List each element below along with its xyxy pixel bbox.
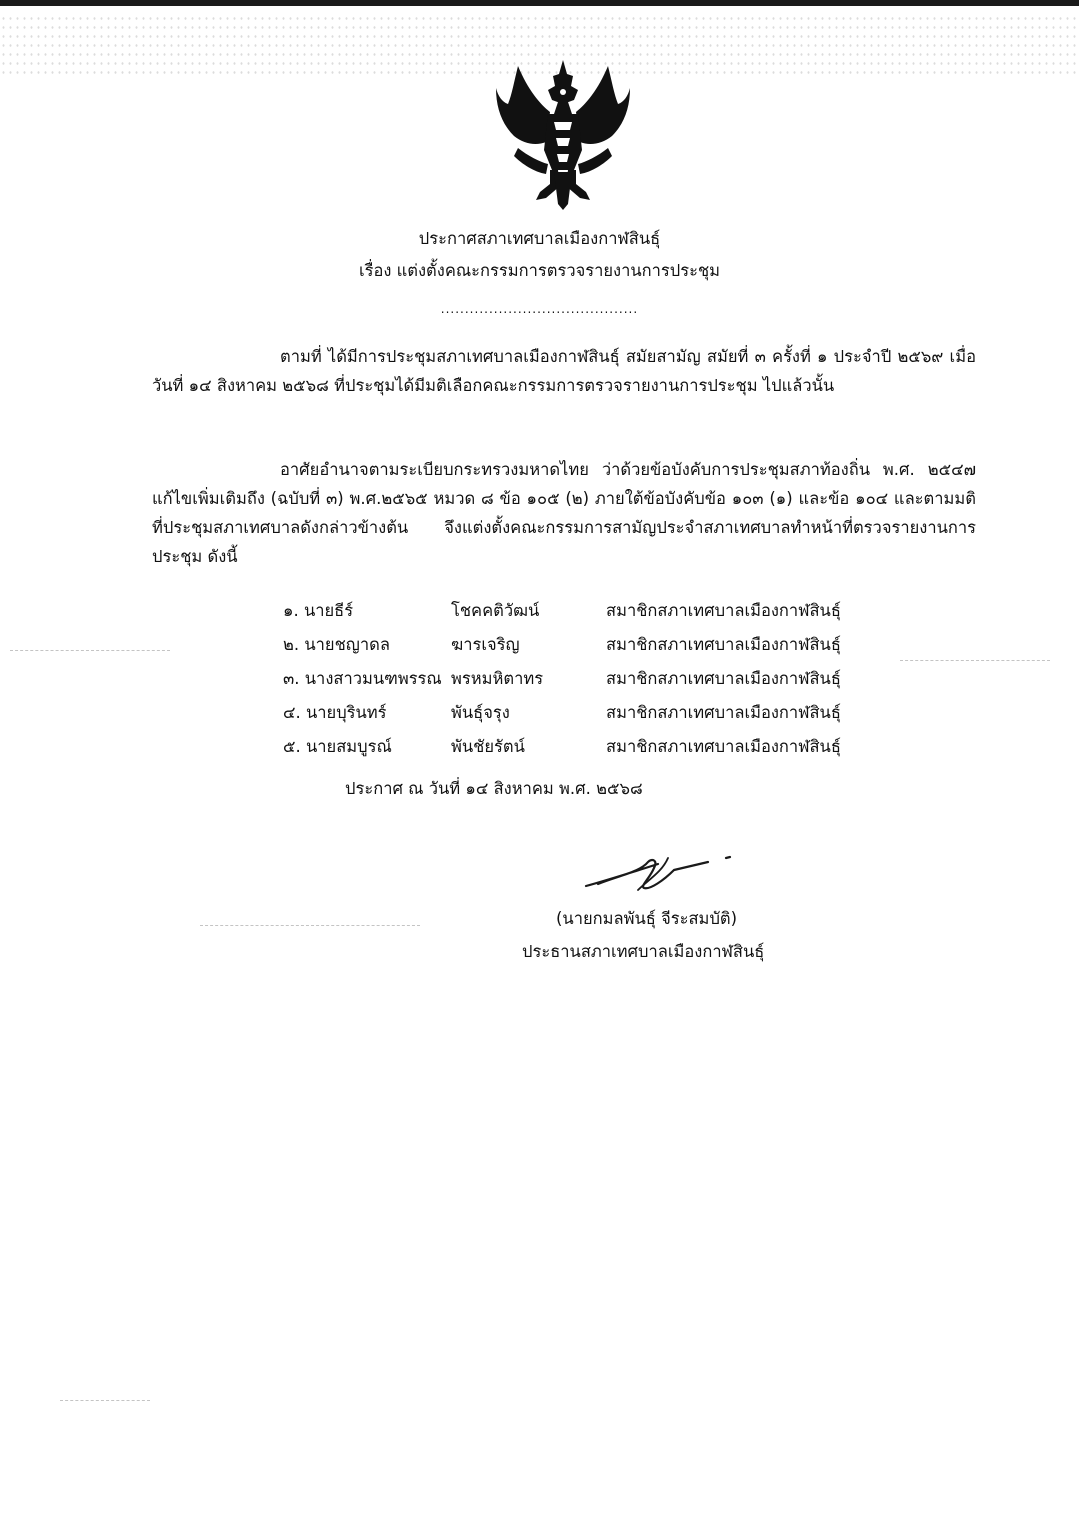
signatory-position: ประธานสภาเทศบาลเมืองกาฬสินธุ์ xyxy=(522,942,765,961)
member-role: สมาชิกสภาเทศบาลเมืองกาฬสินธุ์ xyxy=(606,737,841,756)
signatory-name: (นายกมลพันธุ์ จีระสมบัติ) xyxy=(556,909,738,928)
body-paragraph-1: ตามที่ ได้มีการประชุมสภาเทศบาลเมืองกาฬสินธุ์ สมัยสามัญ สมัยที่ ๓ ครั้งที่ ๑ ประจำปี ๒๕๖๙ เมื่อวันที่ ๑๔ สิงหาคม ๒๕๖๘ ที่ประชุมได้มีมติเลือกคณะกรรมการตรวจรายงานการประชุม ไปแล้วนั้น xyxy=(152,347,976,395)
member-name: ๒. นายชญาดล xyxy=(283,635,390,654)
member-surname: พันธุ์จรุง xyxy=(451,703,510,722)
member-role: สมาชิกสภาเทศบาลเมืองกาฬสินธุ์ xyxy=(606,703,841,722)
member-name: ๑. นายธีร์ xyxy=(283,601,354,620)
member-surname: พรหมหิตาทร xyxy=(451,669,544,688)
member-name: ๔. นายบุรินทร์ xyxy=(283,703,387,722)
member-name: ๓. นางสาวมนฑพรรณ xyxy=(283,669,442,688)
signature-icon xyxy=(578,850,748,895)
scan-noise-line xyxy=(200,925,420,927)
scan-noise-line xyxy=(10,650,170,652)
separator-dots: ......................................... xyxy=(440,302,639,316)
member-name: ๕. นายสมบูรณ์ xyxy=(283,737,392,756)
announcement-subject: เรื่อง แต่งตั้งคณะกรรมการตรวจรายงานการประชุม xyxy=(358,261,721,280)
scan-top-edge xyxy=(0,0,1079,6)
announcement-date: ประกาศ ณ วันที่ ๑๔ สิงหาคม พ.ศ. ๒๕๖๘ xyxy=(345,779,643,798)
scan-noise-line xyxy=(60,1400,150,1402)
member-role: สมาชิกสภาเทศบาลเมืองกาฬสินธุ์ xyxy=(606,635,841,654)
scan-noise-line xyxy=(900,660,1050,662)
member-surname: โชคคติวัฒน์ xyxy=(451,601,540,620)
member-role: สมาชิกสภาเทศบาลเมืองกาฬสินธุ์ xyxy=(606,669,841,688)
announcement-title: ประกาศสภาเทศบาลเมืองกาฬสินธุ์ xyxy=(418,229,661,248)
member-role: สมาชิกสภาเทศบาลเมืองกาฬสินธุ์ xyxy=(606,601,841,620)
member-surname: พันชัยรัตน์ xyxy=(451,737,525,756)
member-surname: ฆารเจริญ xyxy=(451,635,520,654)
body-paragraph-2: อาศัยอำนาจตามระเบียบกระทรวงมหาดไทย ว่าด้วยข้อบังคับการประชุมสภาท้องถิ่น พ.ศ. ๒๕๔๗ แก้ไขเพิ่มเติมถึง (ฉบับที่ ๓) พ.ศ.๒๕๖๕ หมวด ๘ ข้อ ๑๐๕ (๒) ภายใต้ข้อบังคับข้อ ๑๐๓ (๑) และข้อ ๑๐๔ และตามมติที่ประชุมสภาเทศบาลดังกล่าวข้างต้น จึงแต่งตั้งคณะกรรมการสามัญประจำสภาเทศบาลทำหน้าที่ตรวจรายงานการประชุม ดังนี้ xyxy=(152,460,976,566)
garuda-emblem-icon xyxy=(488,52,638,212)
